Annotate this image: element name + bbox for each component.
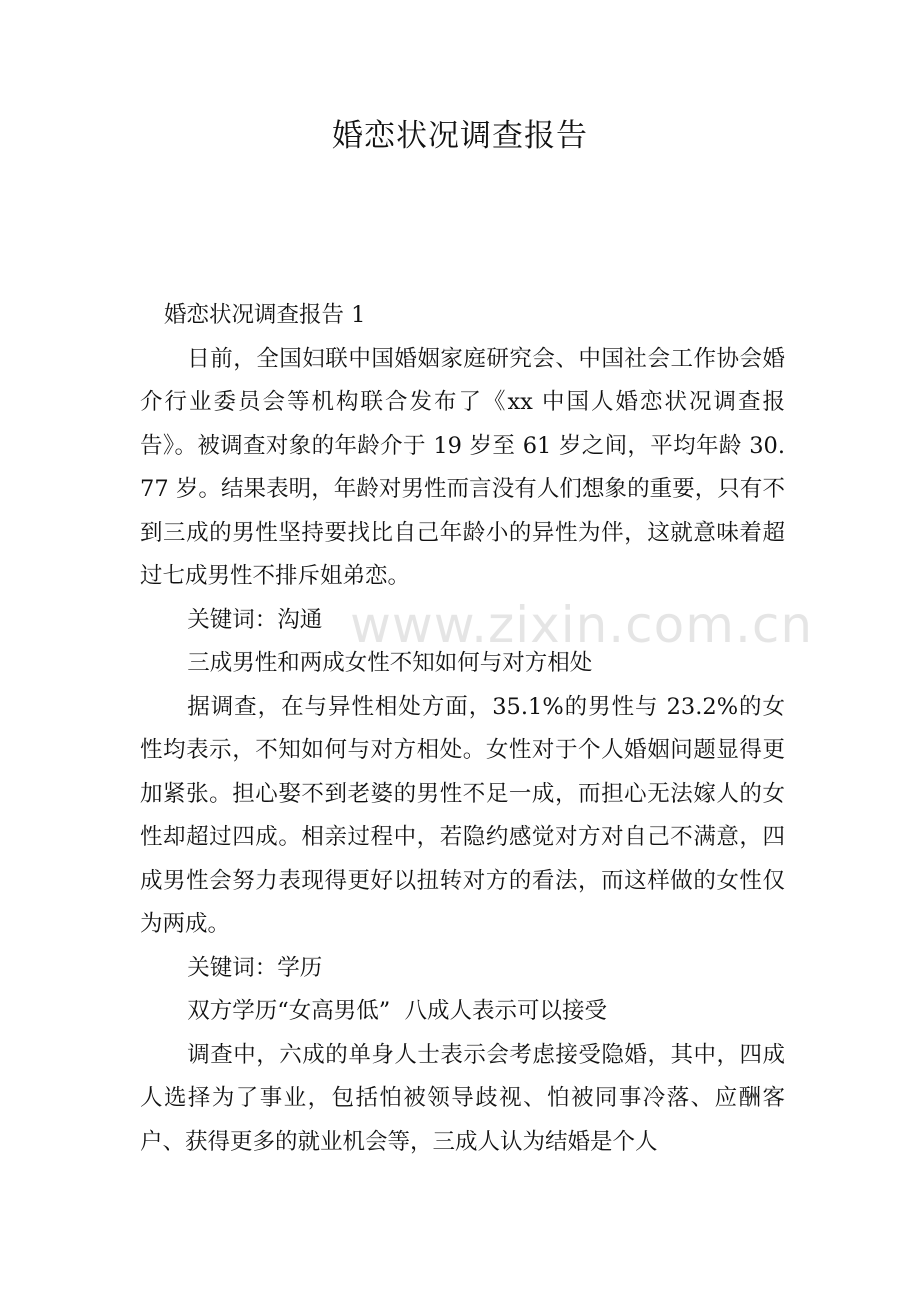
keyword-education: 关键词：学历 <box>187 954 323 981</box>
subheading-education: 双方学历“女高男低” 八成人表示可以接受 <box>187 998 608 1024</box>
keyword-communication: 关键词：沟通 <box>187 606 323 633</box>
paragraph-intro: 日前，全国妇联中国婚姻家庭研究会、中国社会工作协会婚介行业委员会等机构联合发布了《xx 中国人婚恋状况调查报告》。被调查对象的年龄介于 19 岁至 61 岁之间，平均年龄 30.77 岁。结果表明，年龄对男性而言没有人们想象的重要，只有不到三成的男性坚持要找比自己年龄小的异性为伴，这就意味着超过七成男性不排斥姐弟恋。 <box>140 345 785 589</box>
paragraph-communication: 据调查，在与异性相处方面，35.1%的男性与 23.2%的女性均表示，不知如何与对方相处。女性对于个人婚姻问题显得更加紧张。担心娶不到老婆的男性不足一成，而担心无法嫁人的女性却超过四成。相亲过程中，若隐约感觉对方对自己不满意，四成男性会努力表现得更好以扭转对方的看法，而这样做的女性仅为两成。 <box>140 693 785 937</box>
section-heading: 婚恋状况调查报告 1 <box>164 302 366 328</box>
document-body <box>140 294 785 1164</box>
subheading-communication: 三成男性和两成女性不知如何与对方相处 <box>187 650 593 676</box>
watermark: www.zixin.com.cn <box>350 596 814 654</box>
paragraph-hidden-marriage: 调查中，六成的单身人士表示会考虑接受隐婚，其中，四成人选择为了事业，包括怕被领导歧视、怕被同事冷落、应酬客户、获得更多的就业机会等，三成人认为结婚是个人 <box>140 1041 785 1155</box>
document-title: 婚恋状况调查报告 <box>332 118 588 154</box>
